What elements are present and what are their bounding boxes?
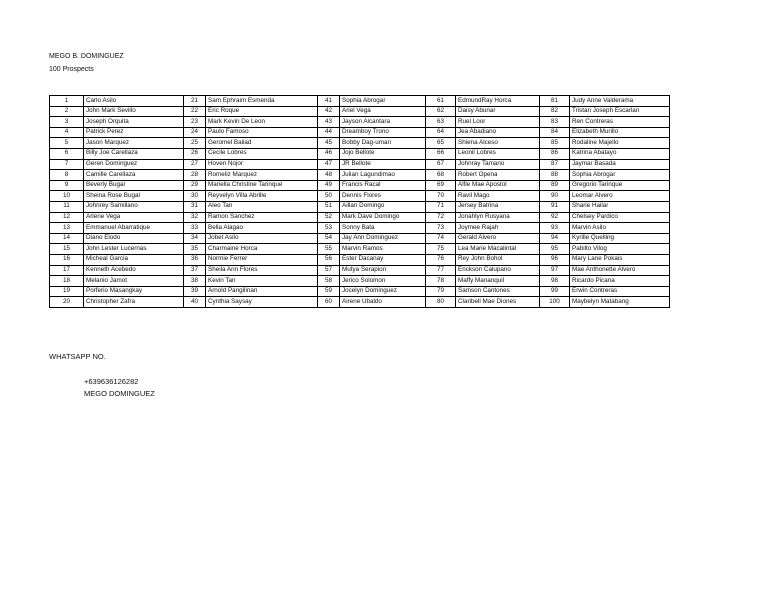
prospect-number: 65 [426,138,456,149]
prospect-name: Dreamboy Trono [340,127,426,138]
whatsapp-label: WHATSAPP NO. [49,352,106,361]
prospect-number: 80 [426,297,456,308]
table-row [50,286,670,297]
prospect-number: 63 [426,117,456,128]
prospect-name: Erwin Contreras [570,286,670,297]
prospect-number: 70 [426,191,456,202]
prospect-name: Aillan Domingo [340,201,426,212]
prospect-number: 84 [540,127,570,138]
prospect-name: Mae Anthonette Alvero [570,265,670,276]
prospect-number: 9 [50,180,84,191]
prospect-name: Robert Opena [456,170,540,181]
prospect-number: 49 [318,180,340,191]
prospect-number: 11 [50,201,84,212]
prospect-name: Aleo Tan [206,201,318,212]
prospect-name: Ravil Mago [456,191,540,202]
prospect-number: 5 [50,138,84,149]
prospect-name: Joymee Rajah [456,223,540,234]
table-row [50,148,670,159]
prospect-name: John Mark Sevillo [84,106,184,117]
prospect-number: 66 [426,148,456,159]
prospect-name: Jea Abadiano [456,127,540,138]
prospect-name: Kyrille Quelling [570,233,670,244]
prospect-name: Romeliz Marquez [206,170,318,181]
prospect-name: EdmundRay Horca [456,96,540,107]
prospect-number: 37 [184,265,206,276]
prospect-number: 7 [50,159,84,170]
prospect-name: Gregorio Tarinque [570,180,670,191]
prospect-name: Samson Cantones [456,286,540,297]
table-row [50,138,670,149]
prospect-name: Johnray Tamano [456,159,540,170]
prospects-table [49,95,670,308]
prospect-name: Bella Alagao [206,223,318,234]
prospect-number: 77 [426,265,456,276]
prospect-number: 19 [50,286,84,297]
prospect-number: 21 [184,96,206,107]
prospect-name: Sophia Abrogar [340,96,426,107]
prospect-number: 44 [318,127,340,138]
prospect-number: 59 [318,286,340,297]
table-row [50,244,670,255]
prospect-number: 69 [426,180,456,191]
prospect-name: Tristan Joseph Escarlan [570,106,670,117]
prospect-name: Geromel Baliad [206,138,318,149]
prospect-number: 51 [318,201,340,212]
prospect-number: 67 [426,159,456,170]
prospect-number: 6 [50,148,84,159]
prospect-number: 74 [426,233,456,244]
prospect-name: Ariel Vega [340,106,426,117]
prospect-name: Sharie Hailar [570,201,670,212]
prospect-name: JR Bellote [340,159,426,170]
prospect-number: 73 [426,223,456,234]
prospect-name: Jersey Batrina [456,201,540,212]
prospect-name: Chelsey Pardico [570,212,670,223]
prospect-name: Pabilto Vilog [570,244,670,255]
prospect-number: 68 [426,170,456,181]
prospect-number: 91 [540,201,570,212]
prospect-number: 2 [50,106,84,117]
prospect-number: 75 [426,244,456,255]
table-row [50,201,670,212]
prospect-number: 13 [50,223,84,234]
prospect-number: 97 [540,265,570,276]
whatsapp-contact-name: MEGO DOMINGUEZ [84,389,155,398]
table-row [50,297,670,308]
prospect-name: Jay Ann Dominguez [340,233,426,244]
prospect-name: Micheal Garcia [84,254,184,265]
prospect-name: Mutya Serapion [340,265,426,276]
prospect-number: 1 [50,96,84,107]
prospect-number: 24 [184,127,206,138]
prospect-name: Sonny Bata [340,223,426,234]
prospect-number: 33 [184,223,206,234]
prospect-name: Mark Dave Domingo [340,212,426,223]
document-subtitle: 100 Prospects [49,66,94,73]
prospect-name: Jonahlyn Rusyana [456,212,540,223]
prospect-number: 88 [540,170,570,181]
prospect-name: Ester Dacanay [340,254,426,265]
prospect-number: 10 [50,191,84,202]
prospect-name: Sheina Rose Bugal [84,191,184,202]
prospect-name: Mariella Christine Tarinque [206,180,318,191]
prospect-number: 36 [184,254,206,265]
prospect-number: 81 [540,96,570,107]
prospect-number: 18 [50,276,84,287]
prospect-number: 76 [426,254,456,265]
prospect-name: Carlo Asilo [84,96,184,107]
prospect-name: Eric Roque [206,106,318,117]
table-row [50,254,670,265]
prospect-number: 30 [184,191,206,202]
prospect-number: 41 [318,96,340,107]
prospect-name: Ramon Sanchez [206,212,318,223]
prospect-name: Airene Ubaldo [340,297,426,308]
prospect-name: Mary Lane Pokais [570,254,670,265]
prospect-name: Lea Marie Macalintal [456,244,540,255]
prospect-number: 54 [318,233,340,244]
prospect-number: 56 [318,254,340,265]
prospect-number: 85 [540,138,570,149]
prospect-number: 48 [318,170,340,181]
prospect-name: Normie Ferrer [206,254,318,265]
prospect-number: 86 [540,148,570,159]
prospect-number: 16 [50,254,84,265]
prospect-number: 32 [184,212,206,223]
table-row [50,265,670,276]
prospect-name: Ruel Loor [456,117,540,128]
prospect-name: Ricardo Picana [570,276,670,287]
prospect-number: 50 [318,191,340,202]
prospect-name: Judy Anne Valderama [570,96,670,107]
prospect-number: 40 [184,297,206,308]
prospect-name: Emmanuel Abarratique [84,223,184,234]
prospect-number: 28 [184,170,206,181]
table-row [50,96,670,107]
table-row [50,276,670,287]
prospect-name: Charmaine Horca [206,244,318,255]
prospect-name: Arlene Vega [84,212,184,223]
table-row [50,170,670,181]
prospect-number: 8 [50,170,84,181]
prospect-number: 93 [540,223,570,234]
prospect-name: Jocelyn Dominguez [340,286,426,297]
prospect-name: Camille Carellaza [84,170,184,181]
prospect-name: Geren Dominguez [84,159,184,170]
prospect-number: 4 [50,127,84,138]
prospect-name: Jaymar Basada [570,159,670,170]
prospect-name: Francis Racal [340,180,426,191]
prospect-name: Daisy Abunar [456,106,540,117]
prospect-name: Rodaline Majello [570,138,670,149]
prospect-name: Kevin Tan [206,276,318,287]
prospect-number: 52 [318,212,340,223]
prospect-number: 3 [50,117,84,128]
prospect-number: 17 [50,265,84,276]
prospect-number: 45 [318,138,340,149]
prospect-name: Shiena Alceso [456,138,540,149]
prospect-name: Billy Joe Carellaza [84,148,184,159]
prospect-number: 96 [540,254,570,265]
prospect-number: 53 [318,223,340,234]
prospect-name: Elizabeth Murillo [570,127,670,138]
prospect-number: 38 [184,276,206,287]
prospect-name: Erickson Calupano [456,265,540,276]
prospect-name: Bobby Dag-uman [340,138,426,149]
prospect-number: 26 [184,148,206,159]
prospect-name: Hoven Nojor [206,159,318,170]
prospect-name: Paulo Famoso [206,127,318,138]
prospect-name: Kenneth Acebedo [84,265,184,276]
table-row [50,106,670,117]
prospect-name: Diano Elodo [84,233,184,244]
prospect-number: 23 [184,117,206,128]
prospect-number: 98 [540,276,570,287]
prospect-name: John Lester Lucernas [84,244,184,255]
prospect-number: 95 [540,244,570,255]
table-row [50,223,670,234]
prospects-table-body [50,96,670,308]
table-row [50,233,670,244]
prospect-number: 100 [540,297,570,308]
prospect-name: Marvin Asilo [570,223,670,234]
prospect-number: 27 [184,159,206,170]
prospect-name: Marvin Ramos [340,244,426,255]
prospect-name: Jojo Bellote [340,148,426,159]
prospect-name: Leomar Alvero [570,191,670,202]
prospect-name: Porferio Masangkay [84,286,184,297]
prospect-number: 29 [184,180,206,191]
prospect-name: Cecile Lobres [206,148,318,159]
prospect-number: 47 [318,159,340,170]
prospect-name: Christopher Zafra [84,297,184,308]
prospect-number: 64 [426,127,456,138]
document-owner-name: MEGO B. DOMINGUEZ [49,53,124,60]
prospect-number: 94 [540,233,570,244]
table-row [50,191,670,202]
prospect-number: 31 [184,201,206,212]
prospect-number: 90 [540,191,570,202]
prospect-number: 60 [318,297,340,308]
prospect-number: 34 [184,233,206,244]
prospect-number: 78 [426,276,456,287]
whatsapp-number: +639636126282 [84,377,139,386]
prospect-number: 39 [184,286,206,297]
table-row [50,180,670,191]
prospect-name: Sophia Abrogar [570,170,670,181]
prospect-name: Reyvelyn Villa Abrille [206,191,318,202]
prospect-number: 99 [540,286,570,297]
prospect-number: 89 [540,180,570,191]
prospect-name: Jason Marquez [84,138,184,149]
prospect-name: Katrina Abatayo [570,148,670,159]
prospect-number: 46 [318,148,340,159]
prospect-name: Sam Ephraim Esmenda [206,96,318,107]
prospect-name: Leonil Lobres [456,148,540,159]
prospect-name: Beverly Bugal [84,180,184,191]
prospect-number: 55 [318,244,340,255]
prospect-number: 15 [50,244,84,255]
prospect-name: Julian Lagundimao [340,170,426,181]
prospect-name: Sheila Ann Flores [206,265,318,276]
table-row [50,212,670,223]
prospect-number: 87 [540,159,570,170]
table-row [50,117,670,128]
prospect-number: 61 [426,96,456,107]
prospect-name: Alfie Mae Apostol [456,180,540,191]
table-row [50,127,670,138]
prospect-name: Joseph Orquita [84,117,184,128]
prospect-name: Claribell Mae Diones [456,297,540,308]
prospect-name: Patrick Perez [84,127,184,138]
prospect-number: 42 [318,106,340,117]
prospect-name: Ren Contreras [570,117,670,128]
prospect-name: Arnold Pangilinan [206,286,318,297]
prospect-number: 83 [540,117,570,128]
prospect-name: Cynthia Saysay [206,297,318,308]
prospect-name: Jerico Solomon [340,276,426,287]
prospect-number: 57 [318,265,340,276]
prospect-number: 22 [184,106,206,117]
prospect-number: 79 [426,286,456,297]
prospect-number: 72 [426,212,456,223]
prospect-number: 58 [318,276,340,287]
prospect-number: 43 [318,117,340,128]
prospect-number: 92 [540,212,570,223]
prospect-name: Maybelyn Matabang [570,297,670,308]
prospect-number: 12 [50,212,84,223]
prospect-name: Dennis Flores [340,191,426,202]
prospect-name: Jobet Asilo [206,233,318,244]
prospect-name: Rey John Bohol [456,254,540,265]
prospect-name: Mark Kevin De Leon [206,117,318,128]
prospect-number: 14 [50,233,84,244]
prospect-name: Jayson Alcantara [340,117,426,128]
prospect-number: 62 [426,106,456,117]
prospect-name: Maffy Mananquil [456,276,540,287]
prospect-number: 71 [426,201,456,212]
prospect-number: 35 [184,244,206,255]
prospect-number: 82 [540,106,570,117]
prospect-name: Gerald Alvero [456,233,540,244]
prospect-name: Johnrey Samillano [84,201,184,212]
prospect-name: Melanio Jamot [84,276,184,287]
prospect-number: 20 [50,297,84,308]
prospect-number: 25 [184,138,206,149]
table-row [50,159,670,170]
